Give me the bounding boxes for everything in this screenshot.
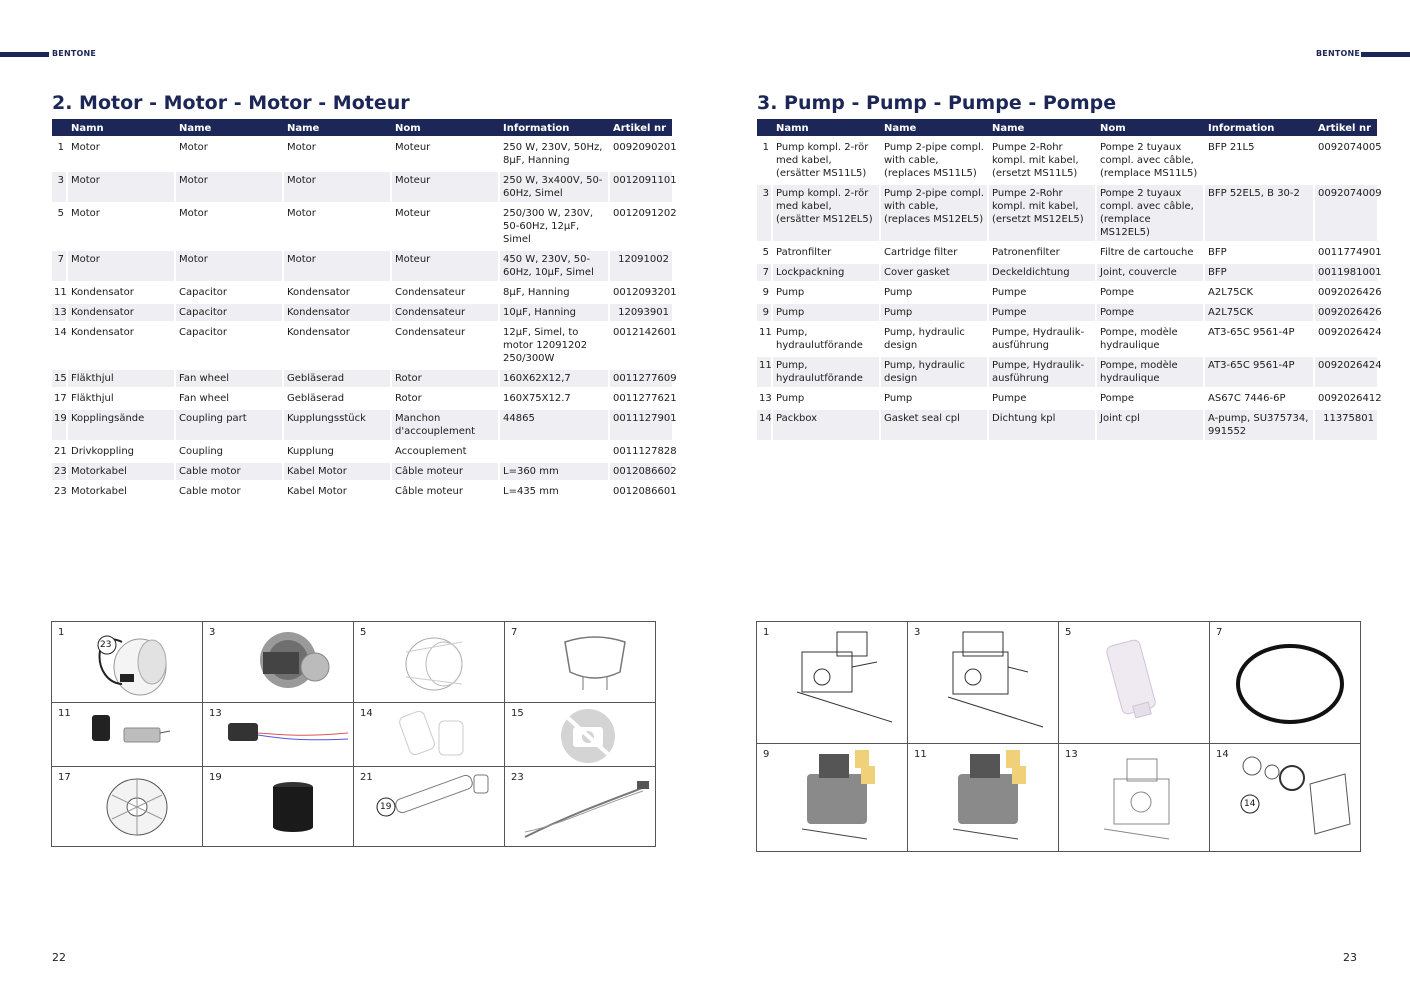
table-cell-nom: Pompe bbox=[1097, 304, 1205, 321]
table-cell-pos: 7 bbox=[757, 264, 773, 281]
table-row bbox=[757, 264, 1377, 281]
column-header: Nom bbox=[392, 119, 500, 136]
page-title-pump: 3. Pump - Pump - Pumpe - Pompe bbox=[757, 92, 1117, 114]
table-cell-namn: Motorkabel bbox=[68, 463, 176, 480]
table-row bbox=[757, 304, 1377, 321]
table-cell-name-en: Fan wheel bbox=[176, 390, 284, 407]
table-cell-name-en: Pump, hydraulic design bbox=[881, 357, 989, 387]
table-cell-info: L=360 mm bbox=[500, 463, 610, 480]
table-cell-pos: 9 bbox=[757, 304, 773, 321]
table-cell-art: 0012091101 bbox=[610, 172, 672, 202]
table-cell-pos: 11 bbox=[757, 324, 773, 354]
table-cell-name-de: Kabel Motor bbox=[284, 483, 392, 500]
table-cell-name-de: Kabel Motor bbox=[284, 463, 392, 480]
part-image-cell bbox=[203, 622, 354, 703]
table-cell-nom: Manchon d'accouplement bbox=[392, 410, 500, 440]
suntec-pump-icon bbox=[757, 744, 907, 852]
table-cell-name-de: Deckeldichtung bbox=[989, 264, 1097, 281]
column-header: Namn bbox=[773, 119, 881, 136]
no-image-icon bbox=[505, 703, 655, 767]
table-cell-name-en: Pump bbox=[881, 304, 989, 321]
table-cell-name-de: Gebläserad bbox=[284, 390, 392, 407]
table-row bbox=[52, 443, 672, 460]
pump-parts-table bbox=[757, 116, 1382, 443]
image-position-number: 13 bbox=[1065, 749, 1078, 760]
brand-bar-right bbox=[1361, 52, 1410, 57]
image-position-number: 17 bbox=[58, 772, 71, 783]
table-cell-info: A2L75CK bbox=[1205, 304, 1315, 321]
table-row bbox=[52, 304, 672, 321]
table-cell-nom: Accouplement bbox=[392, 443, 500, 460]
table-cell-art: 0012091202 bbox=[613, 208, 677, 219]
column-header: Name bbox=[881, 119, 989, 136]
table-cell-info: 12µF, Simel, to motor 12091202 250/300W bbox=[500, 324, 610, 367]
image-callout-number: 14 bbox=[1244, 799, 1256, 809]
part-image-cell bbox=[52, 767, 203, 847]
column-header bbox=[52, 119, 68, 136]
column-header: Name bbox=[176, 119, 284, 136]
table-cell-info: L=435 mm bbox=[500, 483, 610, 500]
table-cell-nom: Pompe bbox=[1097, 284, 1205, 301]
motor-sketch-icon bbox=[354, 622, 504, 703]
image-position-number: 14 bbox=[1216, 749, 1229, 760]
table-cell-name-de: Pumpe, Hydraulik-ausführung bbox=[989, 357, 1097, 387]
table-row bbox=[757, 244, 1377, 261]
table-cell-namn: Pump bbox=[773, 284, 881, 301]
table-cell-name-de: Motor bbox=[284, 139, 392, 169]
table-cell-art: 0092026426 bbox=[1315, 304, 1377, 321]
table-cell-pos: 19 bbox=[52, 410, 68, 440]
table-cell-info: 450 W, 230V, 50-60Hz, 10µF, Simel bbox=[500, 251, 610, 281]
table-cell-pos: 5 bbox=[52, 205, 68, 248]
table-cell-art: 0092026426 bbox=[1318, 287, 1382, 298]
table-row bbox=[757, 284, 1377, 301]
table-cell-name-de: Motor bbox=[284, 251, 392, 281]
table-cell-name-de: Pumpe 2-Rohr kompl. mit kabel, (ersetzt MS11L5) bbox=[989, 139, 1097, 182]
table-cell-nom: Pompe bbox=[1097, 390, 1205, 407]
table-cell-nom: Joint, couvercle bbox=[1097, 264, 1205, 281]
table-cell-name-en: Motor bbox=[176, 251, 284, 281]
table-cell-art: 12091002 bbox=[610, 251, 672, 281]
table-cell-nom: Moteur bbox=[392, 172, 500, 202]
table-row bbox=[52, 205, 672, 248]
table-row bbox=[52, 463, 672, 480]
table-cell-info: 8µF, Hanning bbox=[500, 284, 610, 301]
gasket-ring-icon bbox=[1210, 622, 1360, 742]
image-position-number: 13 bbox=[209, 708, 222, 719]
table-cell-namn: Kondensator bbox=[68, 304, 176, 321]
table-row bbox=[757, 139, 1377, 182]
capacitor-sketch-icon bbox=[354, 703, 504, 767]
part-image-cell bbox=[908, 744, 1059, 852]
image-position-number: 3 bbox=[914, 627, 921, 638]
image-callout-number: 23 bbox=[100, 640, 112, 650]
table-cell-name-de: Pumpe 2-Rohr kompl. mit kabel, (ersetzt MS12EL5) bbox=[989, 185, 1097, 241]
table-cell-name-de: Pumpe bbox=[989, 304, 1097, 321]
image-position-number: 15 bbox=[511, 708, 524, 719]
motor-flange-icon bbox=[505, 622, 655, 703]
page-title-motor: 2. Motor - Motor - Motor - Moteur bbox=[52, 92, 410, 114]
table-cell-namn: Motor bbox=[68, 139, 176, 169]
table-cell-nom: Moteur bbox=[392, 139, 500, 169]
table-cell-nom: Joint cpl bbox=[1097, 410, 1205, 440]
table-cell-name-en: Coupling part bbox=[176, 410, 284, 440]
table-cell-nom: Condensateur bbox=[392, 324, 500, 367]
table-cell-namn: Fläkthjul bbox=[68, 370, 176, 387]
table-cell-art: 0011277609 bbox=[610, 370, 672, 387]
image-position-number: 7 bbox=[511, 627, 518, 638]
image-position-number: 5 bbox=[1065, 627, 1072, 638]
table-cell-nom: Rotor bbox=[392, 370, 500, 387]
table-cell-art: 12093901 bbox=[610, 304, 672, 321]
part-image-cell bbox=[757, 744, 908, 852]
part-image-cell bbox=[52, 622, 203, 703]
table-cell-name-en: Coupling bbox=[176, 443, 284, 460]
brand-bar-left bbox=[0, 52, 49, 57]
table-cell-info: 160X75X12.7 bbox=[500, 390, 610, 407]
table-cell-info: BFP 21L5 bbox=[1205, 139, 1315, 182]
table-cell-name-de: Kondensator bbox=[284, 324, 392, 367]
part-image-cell bbox=[757, 622, 908, 744]
table-cell-pos: 3 bbox=[52, 172, 68, 202]
table-cell-info: 250 W, 3x400V, 50-60Hz, Simel bbox=[500, 172, 610, 202]
table-cell-art: 0011981001 bbox=[1315, 264, 1377, 281]
motor-with-cable-icon bbox=[52, 622, 202, 703]
table-cell-nom: Pompe, modèle hydraulique bbox=[1097, 357, 1205, 387]
pump-image-grid bbox=[756, 621, 1361, 852]
table-cell-name-en: Pump, hydraulic design bbox=[881, 324, 989, 354]
part-image-cell bbox=[1059, 744, 1210, 852]
table-cell-pos: 14 bbox=[757, 410, 773, 440]
table-cell-nom: Moteur bbox=[392, 205, 500, 248]
table-cell-nom: Filtre de cartouche bbox=[1097, 244, 1205, 261]
column-header: Information bbox=[1205, 119, 1315, 136]
part-image-cell bbox=[203, 703, 354, 767]
table-cell-namn: Patronfilter bbox=[773, 244, 881, 261]
part-image-cell bbox=[354, 703, 505, 767]
table-cell-pos: 3 bbox=[757, 185, 773, 241]
table-cell-art: 0012086602 bbox=[610, 463, 672, 480]
table-header bbox=[757, 119, 1377, 136]
image-position-number: 14 bbox=[360, 708, 373, 719]
column-header bbox=[757, 119, 773, 136]
table-cell-name-de: Kupplung bbox=[284, 443, 392, 460]
page-number-left: 22 bbox=[52, 951, 66, 964]
table-cell-name-en: Pump bbox=[881, 284, 989, 301]
table-cell-namn: Motor bbox=[68, 251, 176, 281]
part-image-cell bbox=[354, 622, 505, 703]
table-row bbox=[757, 410, 1377, 440]
column-header: Information bbox=[500, 119, 610, 136]
table-cell-art: 0012093201 bbox=[613, 287, 677, 298]
brand-label-right: BENTONE bbox=[1316, 49, 1361, 58]
table-cell-art: 11375801 bbox=[1315, 410, 1377, 440]
column-header: Nom bbox=[1097, 119, 1205, 136]
capacitor-pair-icon bbox=[52, 703, 202, 767]
column-header: Name bbox=[989, 119, 1097, 136]
table-cell-pos: 14 bbox=[52, 324, 68, 367]
table-cell-art: 0011774901 bbox=[1318, 247, 1382, 258]
table-cell-namn: Lockpackning bbox=[773, 264, 881, 281]
table-cell-art: 0011127828 bbox=[613, 446, 677, 457]
seal-kit-icon bbox=[1210, 744, 1360, 852]
table-cell-name-de: Kupplungsstück bbox=[284, 410, 392, 440]
table-cell-namn: Pump kompl. 2-rör med kabel, (ersätter MS12EL5) bbox=[773, 185, 881, 241]
table-cell-namn: Pump bbox=[773, 304, 881, 321]
table-row bbox=[52, 483, 672, 500]
table-cell-namn: Pump, hydraulutförande bbox=[773, 324, 881, 354]
page-number-right: 23 bbox=[1343, 951, 1357, 964]
table-cell-nom: Pompe, modèle hydraulique bbox=[1097, 324, 1205, 354]
table-cell-info: 250/300 W, 230V, 50-60Hz, 12µF, Simel bbox=[500, 205, 610, 248]
table-row bbox=[52, 139, 672, 169]
table-cell-pos: 1 bbox=[52, 139, 68, 169]
part-image-cell bbox=[505, 622, 656, 703]
part-image-cell bbox=[1210, 622, 1361, 744]
table-row bbox=[52, 172, 672, 202]
table-row bbox=[52, 284, 672, 301]
table-cell-name-de: Gebläserad bbox=[284, 370, 392, 387]
table-cell-nom: Moteur bbox=[392, 251, 500, 281]
image-position-number: 9 bbox=[763, 749, 770, 760]
table-cell-name-en: Gasket seal cpl bbox=[881, 410, 989, 440]
table-cell-name-en: Capacitor bbox=[176, 284, 284, 301]
table-cell-nom: Pompe 2 tuyaux compl. avec câble, (remplace MS11L5) bbox=[1097, 139, 1205, 182]
motor-cable-icon bbox=[505, 767, 655, 847]
motor-image-grid bbox=[51, 621, 656, 847]
table-cell-name-de: Motor bbox=[284, 172, 392, 202]
column-header: Name bbox=[284, 119, 392, 136]
table-cell-name-en: Capacitor bbox=[176, 304, 284, 321]
table-cell-pos: 23 bbox=[52, 483, 68, 500]
part-image-cell bbox=[1210, 744, 1361, 852]
table-cell-namn: Pump, hydraulutförande bbox=[773, 357, 881, 387]
table-cell-pos: 17 bbox=[52, 390, 68, 407]
table-cell-info: 44865 bbox=[500, 410, 610, 440]
table-cell-art: 0092026412 bbox=[1318, 393, 1382, 404]
table-cell-namn: Motorkabel bbox=[68, 483, 176, 500]
image-position-number: 11 bbox=[58, 708, 71, 719]
table-cell-nom: Câble moteur bbox=[392, 463, 500, 480]
table-cell-pos: 21 bbox=[52, 443, 68, 460]
image-position-number: 3 bbox=[209, 627, 216, 638]
table-cell-name-en: Cable motor bbox=[176, 463, 284, 480]
table-cell-pos: 23 bbox=[52, 463, 68, 480]
table-row bbox=[52, 370, 672, 387]
part-image-cell bbox=[203, 767, 354, 847]
table-row bbox=[757, 185, 1377, 241]
table-cell-nom: Rotor bbox=[392, 390, 500, 407]
table-cell-pos: 13 bbox=[757, 390, 773, 407]
table-row bbox=[52, 324, 672, 367]
table-cell-name-en: Capacitor bbox=[176, 324, 284, 367]
table-cell-art: 0012086601 bbox=[613, 486, 677, 497]
brand-label-left: BENTONE bbox=[52, 49, 97, 58]
image-position-number: 23 bbox=[511, 772, 524, 783]
table-cell-namn: Kondensator bbox=[68, 324, 176, 367]
table-cell-namn: Kopplingsände bbox=[68, 410, 176, 440]
table-cell-namn: Pump bbox=[773, 390, 881, 407]
table-cell-nom: Condensateur bbox=[392, 304, 500, 321]
table-row bbox=[52, 390, 672, 407]
table-cell-info bbox=[500, 443, 610, 460]
column-header: Artikel nr bbox=[610, 119, 672, 136]
table-cell-name-de: Kondensator bbox=[284, 284, 392, 301]
table-cell-pos: 7 bbox=[52, 251, 68, 281]
table-cell-info: AT3-65C 9561-4P bbox=[1205, 324, 1315, 354]
table-cell-art: 0092074009 bbox=[1315, 185, 1377, 241]
table-cell-namn: Fläkthjul bbox=[68, 390, 176, 407]
part-image-cell bbox=[505, 703, 656, 767]
table-cell-art: 0092026424 bbox=[1318, 327, 1382, 338]
table-cell-pos: 15 bbox=[52, 370, 68, 387]
table-cell-nom: Câble moteur bbox=[392, 483, 500, 500]
table-row bbox=[52, 410, 672, 440]
image-position-number: 7 bbox=[1216, 627, 1223, 638]
table-cell-name-en: Pump 2-pipe compl. with cable, (replaces MS12EL5) bbox=[881, 185, 989, 241]
cartridge-filter-icon bbox=[1059, 622, 1209, 742]
pump-diagram-valve-icon bbox=[908, 622, 1058, 742]
table-cell-pos: 11 bbox=[757, 357, 773, 387]
table-cell-pos: 9 bbox=[757, 284, 773, 301]
table-cell-namn: Kondensator bbox=[68, 284, 176, 301]
image-position-number: 21 bbox=[360, 772, 373, 783]
part-image-cell bbox=[908, 622, 1059, 744]
motor-parts-table bbox=[52, 116, 677, 503]
table-cell-info: 10µF, Hanning bbox=[500, 304, 610, 321]
table-cell-namn: Motor bbox=[68, 172, 176, 202]
table-cell-name-de: Kondensator bbox=[284, 304, 392, 321]
table-cell-name-de: Patronenfilter bbox=[989, 244, 1097, 261]
table-cell-info: BFP 52EL5, B 30-2 bbox=[1205, 185, 1315, 241]
table-cell-art: 0092026424 bbox=[1315, 357, 1377, 387]
table-cell-name-en: Cover gasket bbox=[881, 264, 989, 281]
table-row bbox=[757, 390, 1377, 407]
part-image-cell bbox=[1059, 622, 1210, 744]
pump-diagram-icon bbox=[757, 622, 907, 742]
table-cell-name-de: Pumpe bbox=[989, 390, 1097, 407]
table-row bbox=[757, 324, 1377, 354]
table-row bbox=[52, 251, 672, 281]
table-cell-info: BFP bbox=[1205, 244, 1315, 261]
table-cell-name-de: Motor bbox=[284, 205, 392, 248]
table-row bbox=[757, 357, 1377, 387]
column-header: Artikel nr bbox=[1315, 119, 1377, 136]
table-cell-nom: Condensateur bbox=[392, 284, 500, 301]
capacitor-cable-icon bbox=[203, 703, 353, 767]
table-cell-namn: Packbox bbox=[773, 410, 881, 440]
table-cell-art: 0012142601 bbox=[613, 327, 677, 338]
part-image-cell bbox=[354, 767, 505, 847]
table-cell-art: 0011277621 bbox=[613, 393, 677, 404]
pump-sketch-icon bbox=[1059, 744, 1209, 852]
table-cell-pos: 11 bbox=[52, 284, 68, 301]
table-cell-name-en: Motor bbox=[176, 172, 284, 202]
table-cell-info: A-pump, SU375734, 991552 bbox=[1205, 410, 1315, 440]
table-cell-name-de: Pumpe, Hydraulik-ausführung bbox=[989, 324, 1097, 354]
table-cell-name-de: Dichtung kpl bbox=[989, 410, 1097, 440]
motor-photo-icon bbox=[203, 622, 353, 703]
table-cell-info: A2L75CK bbox=[1205, 284, 1315, 301]
table-cell-name-en: Pump bbox=[881, 390, 989, 407]
table-cell-art: 0092074005 bbox=[1318, 142, 1382, 153]
table-cell-name-en: Motor bbox=[176, 139, 284, 169]
image-position-number: 1 bbox=[763, 627, 770, 638]
table-cell-pos: 13 bbox=[52, 304, 68, 321]
table-cell-info: 160X62X12,7 bbox=[500, 370, 610, 387]
image-callout-number: 19 bbox=[380, 802, 392, 812]
coupling-part-icon bbox=[203, 767, 353, 847]
table-cell-art: 0011127901 bbox=[610, 410, 672, 440]
image-position-number: 19 bbox=[209, 772, 222, 783]
table-cell-namn: Drivkoppling bbox=[68, 443, 176, 460]
fan-wheel-icon bbox=[52, 767, 202, 847]
table-cell-namn: Motor bbox=[68, 205, 176, 248]
image-position-number: 1 bbox=[58, 627, 65, 638]
table-cell-info: AS67C 7446-6P bbox=[1205, 390, 1315, 407]
table-cell-name-en: Fan wheel bbox=[176, 370, 284, 387]
part-image-cell bbox=[52, 703, 203, 767]
table-cell-info: 250 W, 230V, 50Hz, 8µF, Hanning bbox=[500, 139, 610, 169]
part-image-cell bbox=[505, 767, 656, 847]
image-position-number: 5 bbox=[360, 627, 367, 638]
table-cell-info: BFP bbox=[1205, 264, 1315, 281]
table-cell-name-de: Pumpe bbox=[989, 284, 1097, 301]
table-cell-info: AT3-65C 9561-4P bbox=[1205, 357, 1315, 387]
table-cell-art: 0092090201 bbox=[613, 142, 677, 153]
table-cell-name-en: Pump 2-pipe compl. with cable, (replaces MS11L5) bbox=[881, 139, 989, 182]
column-header: Namn bbox=[68, 119, 176, 136]
table-cell-namn: Pump kompl. 2-rör med kabel, (ersätter MS11L5) bbox=[773, 139, 881, 182]
image-position-number: 11 bbox=[914, 749, 927, 760]
suntec-pump-icon bbox=[908, 744, 1058, 852]
drive-coupling-icon bbox=[354, 767, 504, 847]
table-cell-name-en: Cartridge filter bbox=[881, 244, 989, 261]
table-header bbox=[52, 119, 672, 136]
table-cell-name-en: Motor bbox=[176, 205, 284, 248]
table-cell-pos: 5 bbox=[757, 244, 773, 261]
table-cell-pos: 1 bbox=[757, 139, 773, 182]
table-cell-name-en: Cable motor bbox=[176, 483, 284, 500]
table-cell-nom: Pompe 2 tuyaux compl. avec câble, (remplace MS12EL5) bbox=[1097, 185, 1205, 241]
